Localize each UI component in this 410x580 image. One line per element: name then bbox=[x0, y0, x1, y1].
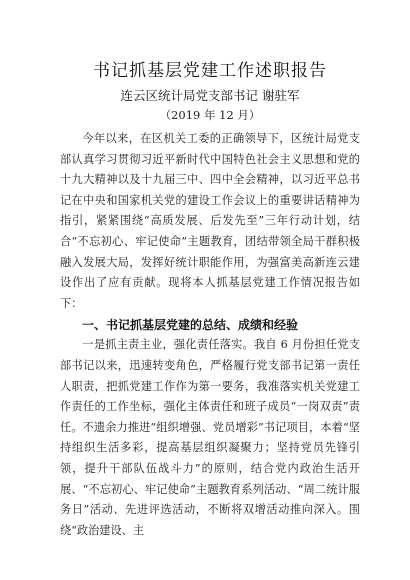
intro-paragraph: 今年以来，在区机关工委的正确领导下，区统计局党支部认真学习贯彻习近平新时代中国特色社会主义思想和党的十九大精神以及十九届三中、四中全会精神，以习近平总书记在中央和国家机关党的建设工作会议上的重要讲话精神为指引，紧紧围绕“高质发展、后发先至”三年行动计划，结合“不忘初心、牢记使命”主题教育，团结带领全局干群积极融入发展大局，发挥好统计职能作用，为强富美高新连云建设作出了应有贡献。现将本人抓基层党建工作情况报告如下： bbox=[60, 132, 360, 310]
document-author: 连云区统计局党支部书记 谢驻军 bbox=[120, 88, 300, 103]
section-heading: 一、书记抓基层党建的总结、成绩和经验 bbox=[82, 318, 299, 333]
section-paragraph: 一是抓主责主业，强化责任落实。我自 6 月份担任党支部书记以来，迅速转变角色，严格履行党支部书记第一责任人职责，把抓党建工作作为第一要务，我准落实机关党建工作责任的工作坐标，强化主体责任和班子成员“一岗双责”责任。不遗余力推进“组织增强、党员增彩”书记项目，本着“坚持组织生活多彩，提高基层组织凝聚力；坚持党员先锋引领，提升干部队伍战斗力”的原则，结合党内政治生活开展、“不忘初心、牢记使命”主题教育系列活动、“周二统计服务日”活动、先进评选活动，不断将双增活动推向深入。围绕“政治建设、主 bbox=[60, 338, 360, 537]
document-title: 书记抓基层党建工作述职报告 bbox=[93, 61, 327, 81]
document-date: （2019 年 12 月） bbox=[159, 108, 261, 122]
